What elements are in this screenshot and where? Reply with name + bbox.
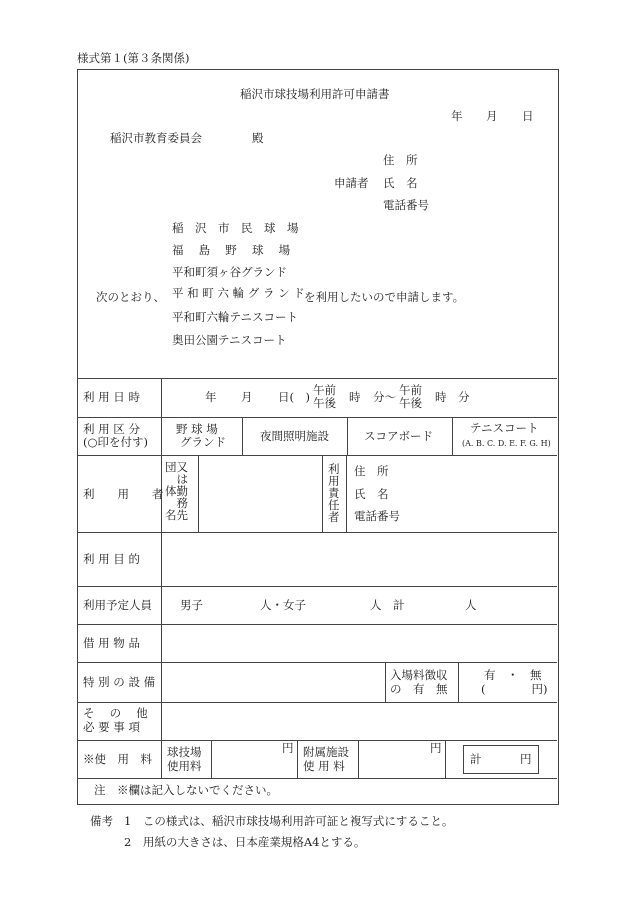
datetime-am2: 午前 xyxy=(399,383,422,397)
category-ground: グランド xyxy=(180,435,226,449)
facility-option: 稲 沢 市 民 球 場 xyxy=(172,221,299,235)
people-unit: 人 xyxy=(465,598,477,612)
category-baseball: 野 球 場 xyxy=(176,422,218,436)
applicant-address-label: 住 所 xyxy=(383,153,418,167)
category-label-note: (○印を付す) xyxy=(83,435,149,449)
sentence-suffix: を利用したいので申請します。 xyxy=(304,290,465,304)
people-label: 利用予定人員 xyxy=(83,598,152,612)
field-fee-label: 球技場 xyxy=(167,745,202,759)
facility-fee-label2: 使 用 料 xyxy=(303,759,345,773)
datetime-hour: 時 xyxy=(349,390,361,404)
sentence-prefix: 次のとおり、 xyxy=(96,290,165,304)
date-month: 月 xyxy=(486,109,498,123)
remarks-label: 備考 xyxy=(90,814,113,828)
date-year: 年 xyxy=(451,109,463,123)
entry-fee-yes-no: 有 ・ 無 xyxy=(484,668,542,682)
facility-option: 平和町六輪テニスコート xyxy=(172,310,299,324)
datetime-label: 利 用 日 時 xyxy=(83,390,140,404)
datetime-pm: 午後 xyxy=(313,396,336,410)
form-number: 様式第１(第３条関係) xyxy=(77,51,190,65)
category-label: 利 用 区 分 xyxy=(83,422,140,436)
remarks-item: 2 用紙の大きさは、日本産業規格A4とする。 xyxy=(124,835,366,849)
form-title: 稲沢市球技場利用許可申請書 xyxy=(240,87,390,101)
facility-fee-yen: 円 xyxy=(430,741,442,755)
datetime-year: 年 xyxy=(205,390,217,404)
equipment-label: 借 用 物 品 xyxy=(83,636,140,650)
datetime-month: 月 xyxy=(241,390,253,404)
entry-fee-label: 入場料徴収 xyxy=(390,668,448,682)
people-total: 人 計 xyxy=(370,598,405,612)
datetime-am: 午前 xyxy=(313,383,336,397)
remarks-item: 1 この様式は、稲沢市球技場利用許可証と複写式にすること。 xyxy=(124,814,454,828)
people-female: 人・女子 xyxy=(260,598,306,612)
facility-option: 福 島 野 球 場 xyxy=(172,243,291,257)
facility-option: 奥田公園テニスコート xyxy=(172,333,287,347)
user-label: 利 用 者 xyxy=(83,487,164,501)
special-label: 特 別 の 設 備 xyxy=(83,675,156,689)
total-fee-yen: 円 xyxy=(520,752,532,766)
category-tennis-courts: (A. B. C. D. E. F. G. H) xyxy=(462,439,551,448)
field-fee-yen: 円 xyxy=(282,741,294,755)
category-scoreboard: スコアボード xyxy=(364,429,433,443)
purpose-label: 利 用 目 的 xyxy=(83,552,140,566)
other-label: そ の 他 xyxy=(83,706,148,720)
other-label2: 必 要 事 項 xyxy=(83,720,140,734)
fee-label: ※使 用 料 xyxy=(83,752,152,766)
addressee: 稲沢市教育委員会 xyxy=(110,131,202,145)
datetime-pm2: 午後 xyxy=(399,396,422,410)
form-note: 注 ※欄は記入しないでください。 xyxy=(94,783,278,797)
entry-fee-amount: ( 円) xyxy=(481,682,548,696)
user-address-label: 住 所 xyxy=(354,464,389,478)
datetime-minute2: 分 xyxy=(458,390,470,404)
category-tennis: テニスコート xyxy=(470,421,539,435)
facility-option: 平和町須ヶ谷グランド xyxy=(172,265,287,279)
category-night-lighting: 夜間照明施設 xyxy=(260,429,329,443)
datetime-minute-to: 分〜 xyxy=(373,390,396,404)
facility-fee-label: 附属施設 xyxy=(303,745,349,759)
date-day: 日 xyxy=(522,109,534,123)
user-org-label: 団又 は 体勤 務 名先 xyxy=(165,460,188,522)
people-male: 男子 xyxy=(180,598,203,612)
entry-fee-label2: の 有 無 xyxy=(390,682,448,696)
total-fee-label: 計 xyxy=(470,752,482,766)
field-fee-label2: 使用料 xyxy=(167,759,202,773)
datetime-hour2: 時 xyxy=(435,390,447,404)
user-phone-label: 電話番号 xyxy=(354,509,400,523)
applicant-phone-label: 電話番号 xyxy=(383,198,429,212)
honorific: 殿 xyxy=(252,131,264,145)
user-name-label: 氏 名 xyxy=(354,487,389,501)
user-responsible-label: 利 用 責 任 者 xyxy=(328,462,340,524)
applicant-name-label: 氏 名 xyxy=(383,176,418,190)
facility-option: 平 和 町 六 輪 グ ラ ン ド xyxy=(172,286,305,300)
applicant-label: 申請者 xyxy=(334,176,369,190)
datetime-day: 日( ) xyxy=(278,390,310,404)
